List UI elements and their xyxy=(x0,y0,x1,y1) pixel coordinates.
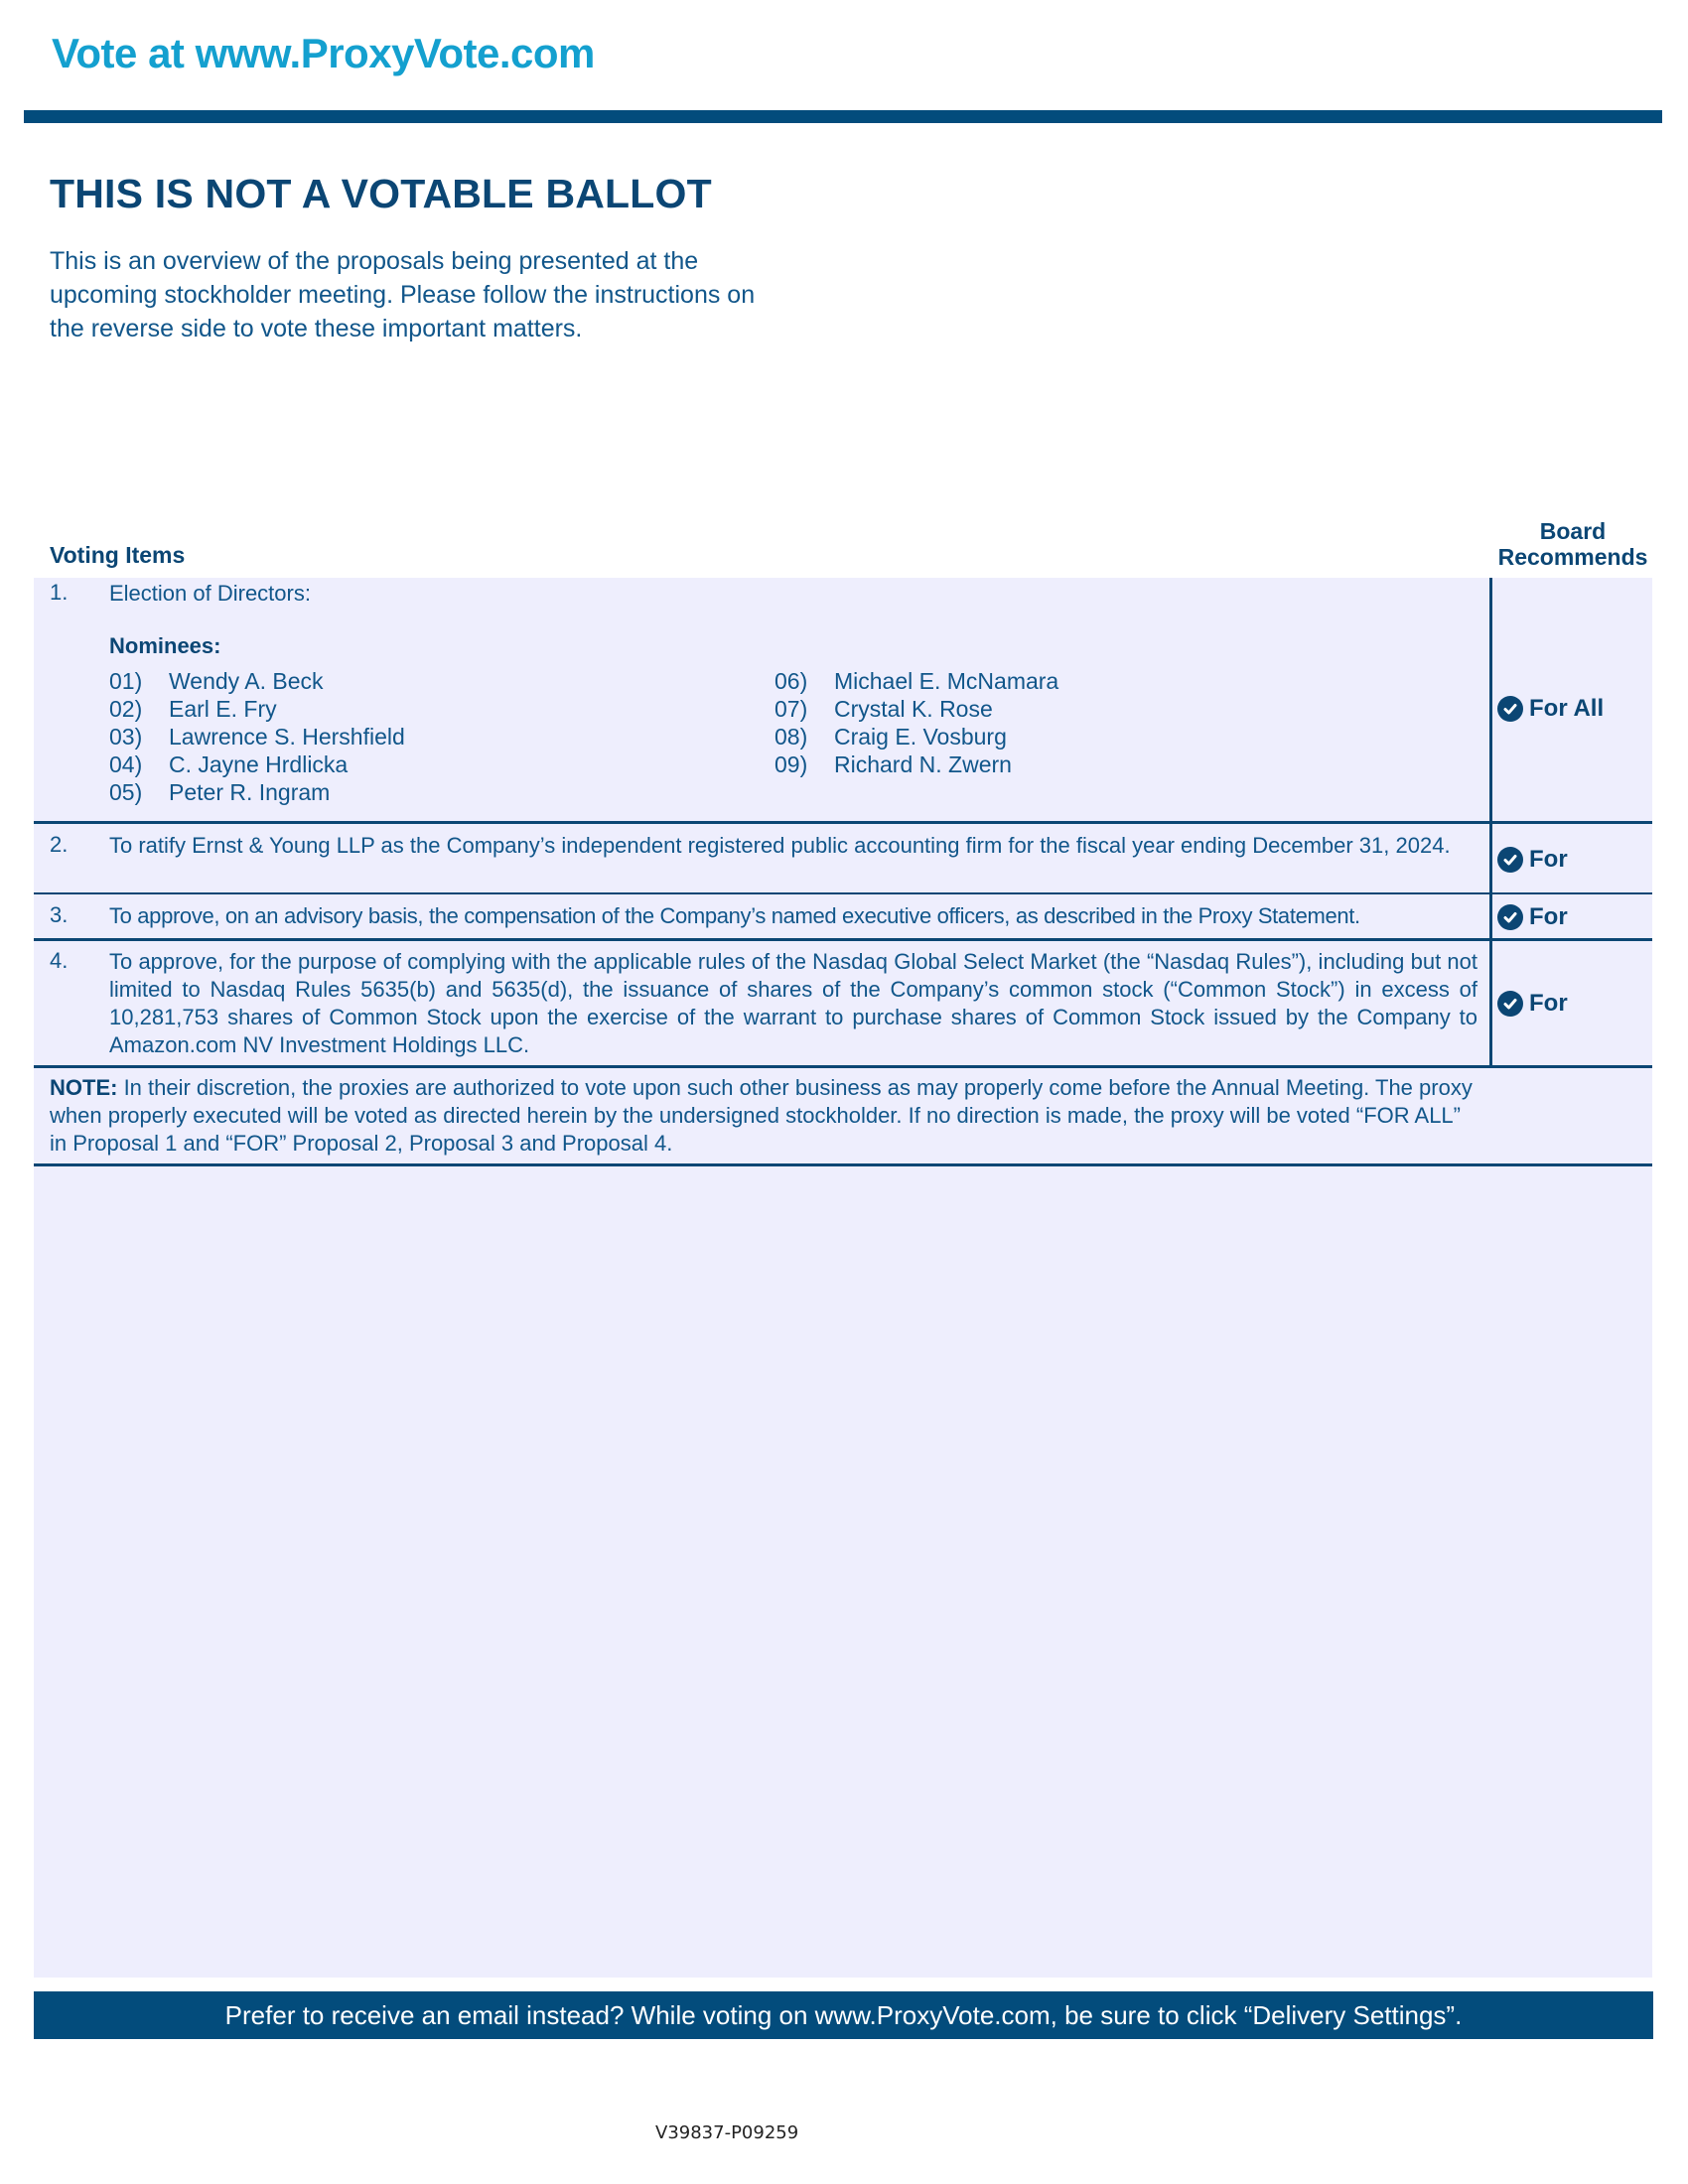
job-code: V39837-P09259 xyxy=(655,2122,799,2143)
row-divider xyxy=(34,938,1652,941)
note-text: In their discretion, the proxies are authorized to vote upon such other business as may properly come before the Annual Meeting. The proxy when properly executed will be voted as directed herein by the undersigned stockholder. If no direction is made, the proxy will be voted “FOR ALL” in Proposal 1 and “FOR” Proposal 2, Proposal 3 and Proposal 4. xyxy=(50,1075,1473,1156)
item-3-recommendation xyxy=(1497,903,1568,931)
header-divider-bar xyxy=(24,110,1662,123)
banner-text: Prefer to receive an email instead? While voting on www.ProxyVote.com, be sure to click “Delivery Settings”. xyxy=(224,1999,1463,2030)
nominee-row xyxy=(774,751,1370,778)
intro-paragraph xyxy=(50,244,844,345)
item-4-number: 4. xyxy=(50,948,69,973)
nominee-number: 05) xyxy=(109,779,143,805)
row-divider xyxy=(34,1065,1652,1068)
intro-line: the reverse side to vote these important matters. xyxy=(50,315,583,342)
nominee-list-left xyxy=(109,667,705,806)
nominee-name: Crystal K. Rose xyxy=(834,696,993,722)
nominee-number: 02) xyxy=(109,696,143,722)
nominee-row xyxy=(109,723,705,751)
note-label: NOTE: xyxy=(50,1075,118,1100)
check-circle-icon xyxy=(1497,904,1523,930)
recommendation-label: For xyxy=(1529,903,1568,930)
nominee-number: 06) xyxy=(774,668,808,694)
email-delivery-banner xyxy=(34,1991,1653,2039)
row-divider xyxy=(34,1163,1652,1166)
nominee-number: 03) xyxy=(109,724,143,750)
nominee-row xyxy=(774,695,1370,723)
item-4-text: To approve, for the purpose of complying with the applicable rules of the Nasdaq Global Select Market (the “Nasdaq Rules”), including but not limited to Nasdaq Rules 5635(b) and 5635(d), the issuance of shares of the Company’s common stock (“Common Stock”) in excess of 10,281,753 shares of Common Stock upon the exercise of the warrant to purchase shares of Common Stock issued by the Company to Amazon.com NV Investment Holdings LLC. xyxy=(109,949,1477,1057)
item-2-number: 2. xyxy=(50,832,69,857)
item-3-text: To approve, on an advisory basis, the compensation of the Company’s named executive officers, as described in the Proxy Statement. xyxy=(109,903,1360,928)
intro-line: upcoming stockholder meeting. Please follow the instructions on xyxy=(50,281,756,309)
nominee-row xyxy=(109,778,705,806)
item-2-text: To ratify Ernst & Young LLP as the Company’s independent registered public accounting firm for the fiscal year ending December 31, 2024. xyxy=(109,833,1451,858)
check-circle-icon xyxy=(1497,847,1523,873)
nominee-name: Wendy A. Beck xyxy=(169,668,324,694)
check-circle-icon xyxy=(1497,991,1523,1017)
check-circle-icon xyxy=(1497,696,1523,722)
nominee-name: Richard N. Zwern xyxy=(834,751,1012,777)
recommendation-label: For xyxy=(1529,990,1568,1017)
item-4-recommendation xyxy=(1497,990,1568,1018)
nominee-number: 04) xyxy=(109,751,143,777)
note-paragraph xyxy=(50,1074,1479,1158)
proxyvote-link[interactable]: Vote at www.ProxyVote.com xyxy=(52,30,595,76)
nominee-number: 09) xyxy=(774,751,808,777)
nominee-name: Peter R. Ingram xyxy=(169,779,331,805)
nominee-name: C. Jayne Hrdlicka xyxy=(169,751,349,777)
nominee-row xyxy=(109,751,705,778)
nominee-row xyxy=(774,723,1370,751)
recommendation-label: For All xyxy=(1529,695,1605,722)
item-1-text: Election of Directors: xyxy=(109,581,311,606)
nominee-row xyxy=(109,667,705,695)
nominee-row xyxy=(774,667,1370,695)
item-3-number: 3. xyxy=(50,902,69,927)
nominee-row xyxy=(109,695,705,723)
board-recommends-line2: Recommends xyxy=(1497,544,1648,570)
item-1-number: 1. xyxy=(50,580,69,605)
nominee-name: Lawrence S. Hershfield xyxy=(169,724,405,750)
intro-line: This is an overview of the proposals being presented at the xyxy=(50,247,699,275)
item-1-recommendation xyxy=(1497,695,1604,723)
nominee-number: 01) xyxy=(109,668,143,694)
recommendation-label: For xyxy=(1529,846,1568,873)
row-divider xyxy=(34,821,1652,824)
nominee-name: Earl E. Fry xyxy=(169,696,277,722)
item-2-recommendation xyxy=(1497,846,1568,874)
nominee-list-right xyxy=(774,667,1370,778)
board-recommends-line1: Board xyxy=(1539,518,1607,544)
nominee-name: Craig E. Vosburg xyxy=(834,724,1007,750)
nominee-name: Michael E. McNamara xyxy=(834,668,1059,694)
nominees-label: Nominees: xyxy=(109,633,221,658)
voting-items-heading: Voting Items xyxy=(50,542,186,568)
nominee-number: 07) xyxy=(774,696,808,722)
board-recommends-heading xyxy=(1485,518,1660,570)
row-divider xyxy=(34,892,1652,894)
nominee-number: 08) xyxy=(774,724,808,750)
page-title: THIS IS NOT A VOTABLE BALLOT xyxy=(50,171,712,216)
